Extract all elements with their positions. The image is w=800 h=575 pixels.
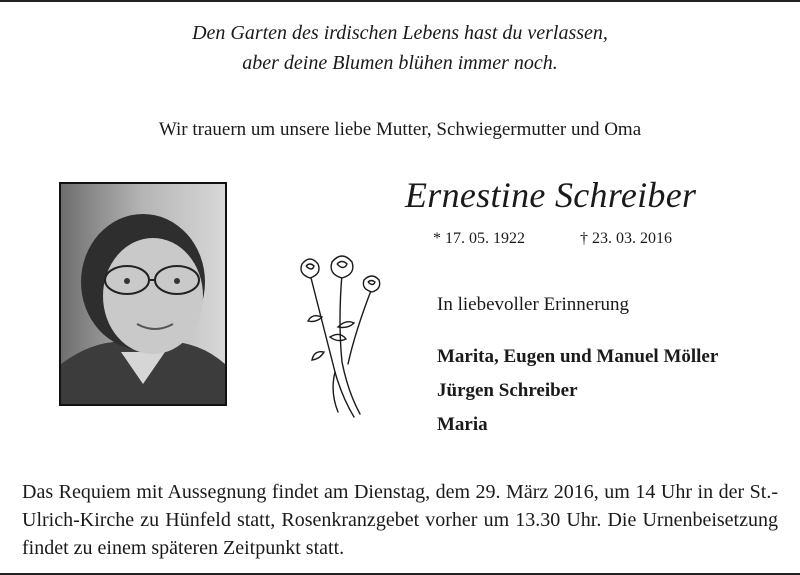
service-notice: Das Requiem mit Aussegnung findet am Dienstag, dem 29. März 2016, um 14 Uhr in der St.-Ulrich-Kirche zu Hünfeld statt, Rosenkranzgebet vorher um 13.30 Uhr. Die Urnenbeisetzung findet zu einem späteren Zeitpunkt statt.: [22, 481, 778, 559]
mourner-entry: Maria: [437, 414, 488, 435]
roses-illustration: [290, 252, 390, 422]
memory-line: In liebevoller Erinnerung: [437, 294, 630, 315]
death-date: † 23. 03. 2016: [580, 230, 672, 247]
mourner-entry: Marita, Eugen und Manuel Möller: [437, 346, 719, 367]
birth-date: * 17. 05. 1922: [433, 230, 525, 247]
mourner-entry: Jürgen Schreiber: [437, 380, 578, 401]
mourning-intro: Wir trauern um unsere liebe Mutter, Schwiegermutter und Oma: [158, 119, 642, 140]
memorial-verse: [0, 18, 800, 78]
portrait-photo: [59, 182, 227, 406]
verse-line-2: aber deine Blumen blühen immer noch.: [242, 52, 558, 74]
mourners-list: [437, 340, 718, 442]
deceased-name: Ernestine Schreiber: [405, 175, 697, 215]
verse-line-1: Den Garten des irdischen Lebens hast du verlassen,: [192, 22, 608, 44]
